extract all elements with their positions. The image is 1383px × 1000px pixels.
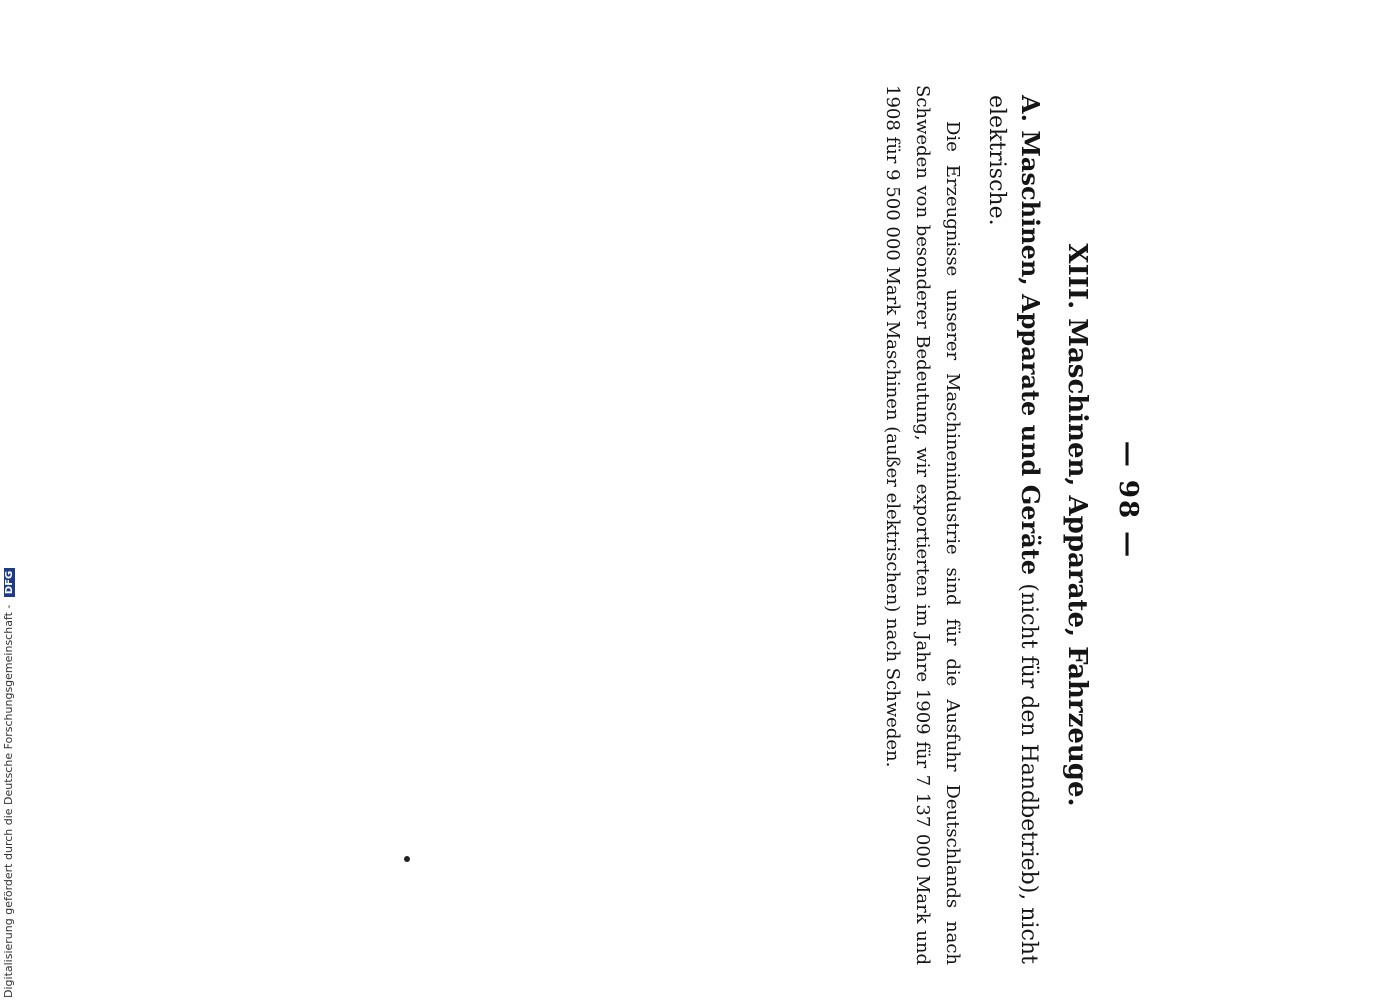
text-block bbox=[873, 85, 1093, 965]
section-title-main: A. Maschinen, Apparate und Geräte bbox=[1016, 95, 1046, 576]
dfg-logo-icon: DFG bbox=[4, 568, 15, 597]
chapter-title: XIII. Maschinen, Apparate, Fahrzeuge. bbox=[1062, 243, 1092, 807]
section-title bbox=[981, 85, 1046, 965]
section-subtitle: (nicht für den Handbetrieb), nicht elektrische. bbox=[983, 95, 1042, 964]
paragraph-intro: Die Erzeugnisse unserer Maschinenindustrie sind für die Ausfuhr Deutschlands nach Schweden von besonderer Bedeutung, wir exportierten im Jahre 1909 für 7 137 000 Mark und 1908 für 9 500 000 Mark Maschinen (außer elektrischen) nach Schweden. bbox=[882, 85, 964, 965]
page-number: — 98 — bbox=[1113, 440, 1143, 560]
page-mark bbox=[404, 856, 410, 862]
digitization-note-text: Digitalisierung gefördert durch die Deutsche Forschungsgemeinschaft - bbox=[2, 604, 15, 998]
